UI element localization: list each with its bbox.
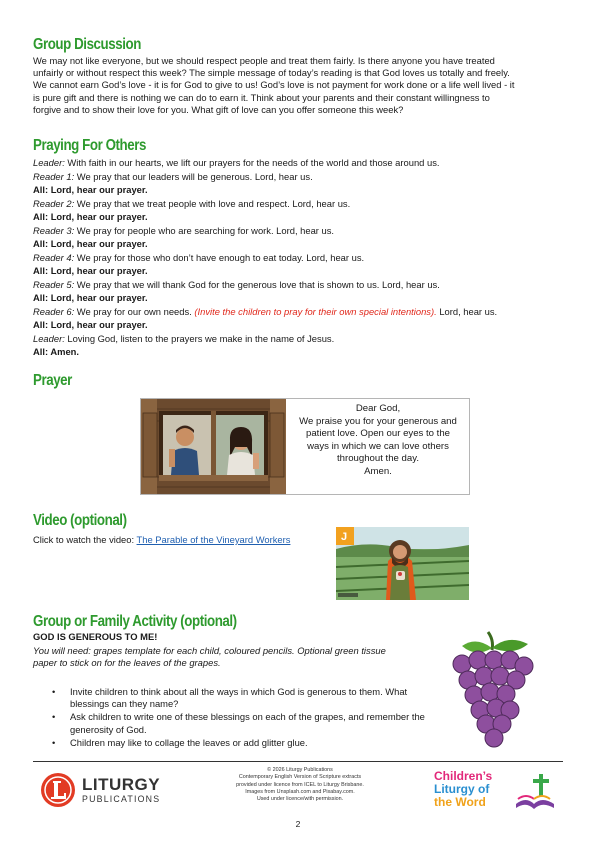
materials-line: You will need: grapes template for each child, coloured pencils. Optional green tissue [33,645,386,656]
reader-line [33,197,563,211]
response-line: All: Lord, hear our prayer. [33,211,148,222]
prayer-heading: Prayer [33,372,72,389]
prayers-of-the-faithful [33,156,563,359]
group-discussion-heading: Group Discussion [33,36,141,53]
prayer-line: We praise you for your generous and [299,415,457,427]
response-line: All: Lord, hear our prayer. [33,265,148,276]
reader-label: Reader 1: [33,170,75,182]
activity-title: GOD IS GENEROUS TO ME! [33,631,158,642]
reader-label: Reader 5: [33,278,75,290]
logo-word-publications: PUBLICATIONS [82,794,161,804]
credit-line: © 2026 Liturgy Publications [267,767,333,773]
video-prefix: Click to watch the video: [33,534,135,545]
children-at-window-photo [141,399,286,494]
prayer-line: patient love. Open our eyes to the [306,428,450,440]
logo-line-liturgy-of: Liturgy of [434,782,490,796]
video-thumbnail[interactable] [336,527,469,600]
reader-text: We pray that we will thank God for the generous love that is shown to us. Lord, hear us. [76,278,440,290]
text-line: forgive and to show their love for you. What gift of love can you offer someone this week? [33,103,404,115]
text-line: We cannot earn God’s love - it is for God to give to us! God’s love is not payment for work done or a life well lived - it [33,79,515,91]
j-badge-icon: J [341,531,348,543]
video-link[interactable]: The Parable of the Vineyard Workers [136,534,291,545]
leader-label: Leader: [33,332,65,344]
reader-line [33,278,563,292]
logo-line-the-word: the Word [434,795,486,809]
liturgy-publications-logo [40,770,180,810]
prayer-text [287,403,469,479]
reader-line [33,305,563,319]
credit-line: Contemporary English Version of Scripture extracts [238,774,362,781]
leader-label: Leader: [33,157,65,168]
reader-label: Reader 6: [33,305,75,317]
prayer-line: Amen. [364,465,392,477]
leader-close: Loving God, listen to the prayers we make in the name of Jesus. [67,332,335,344]
response-line: All: Lord, hear our prayer. [33,184,148,195]
text-line: is pure gift and there is nothing we can do to earn it. Think about your parents and their constant willingness to [33,91,490,103]
list-item: • Invite children to think about all the ways in which God is generous to them. What blessings can they name? [52,686,432,710]
prayer-line: ways in which we can love others [307,440,449,452]
reader-line [33,224,563,238]
response-line: All: Lord, hear our prayer. [33,238,148,249]
activity-materials [33,645,433,669]
praying-for-others-heading: Praying For Others [33,137,147,154]
reader-text-end: Lord, hear us. [439,305,498,317]
amen-line: All: Amen. [33,346,80,357]
reader-line [33,251,563,265]
grapes-icon [448,630,538,748]
list-item: • Children may like to collage the leaves or add glitter glue. [52,737,432,749]
response-line: All: Lord, hear our prayer. [33,319,148,330]
page-number: 2 [295,819,301,829]
group-discussion-text [33,55,563,116]
prayer-line: Dear God, [355,403,401,414]
prayer-box [140,398,470,495]
credit-line: Used under licence/with permission. [256,796,344,803]
reader-line [33,170,563,184]
footer-divider [33,761,563,762]
leader-close-line [33,332,563,346]
leader-intro: With faith in our hearts, we lift our prayers for the needs of the world and those around us. [67,157,440,168]
special-intentions-instruction: (Invite the children to pray for their own special intentions). [194,305,437,317]
reader-text: We pray for our own needs. [76,305,192,317]
text-line: We may not like everyone, but we should respect people and treat them fairly. Is there anyone you have treated [33,55,495,66]
logo-word-liturgy: LITURGY [82,775,161,794]
reader-text: We pray for those who don’t have enough to eat today. Lord, hear us. [76,251,365,263]
logo-line-childrens: Children’s [434,769,493,783]
reader-label: Reader 3: [33,224,75,236]
reader-text: We pray that we treat people with love and respect. Lord, hear us. [76,197,351,209]
prayer-line: throughout the day. [337,453,419,465]
reader-label: Reader 4: [33,251,75,263]
credit-line: Images from Unsplash.com and Pixabay.com. [245,788,355,795]
activity-heading: Group or Family Activity (optional) [33,613,237,630]
list-item: • Ask children to write one of these blessings on each of the grapes, and remember the generosity of God. [52,711,432,735]
childrens-liturgy-logo [432,768,557,816]
video-line [33,534,563,546]
video-heading: Video (optional) [33,512,127,529]
materials-line: paper to stick on for the leaves of the grapes. [33,657,221,669]
video-link-line [33,534,563,546]
text-line: unfairly or without respect this week? The simple message of today’s reading is that God loves us totally and freely. [33,67,510,79]
liturgy-publications-emblem-icon [40,772,76,808]
reader-text: We pray for people who are searching for work. Lord, hear us. [76,224,335,236]
response-line: All: Lord, hear our prayer. [33,292,148,303]
reader-text: We pray that our leaders will be generous. Lord, hear us. [76,170,313,182]
leader-intro-line [33,156,563,170]
cross-and-book-icon [512,774,556,814]
credit-line: provided under licence from ICEL to Liturgy Brisbane. [236,781,364,788]
footer-credits [200,767,400,803]
reader-label: Reader 2: [33,197,75,209]
activity-steps [52,686,432,750]
